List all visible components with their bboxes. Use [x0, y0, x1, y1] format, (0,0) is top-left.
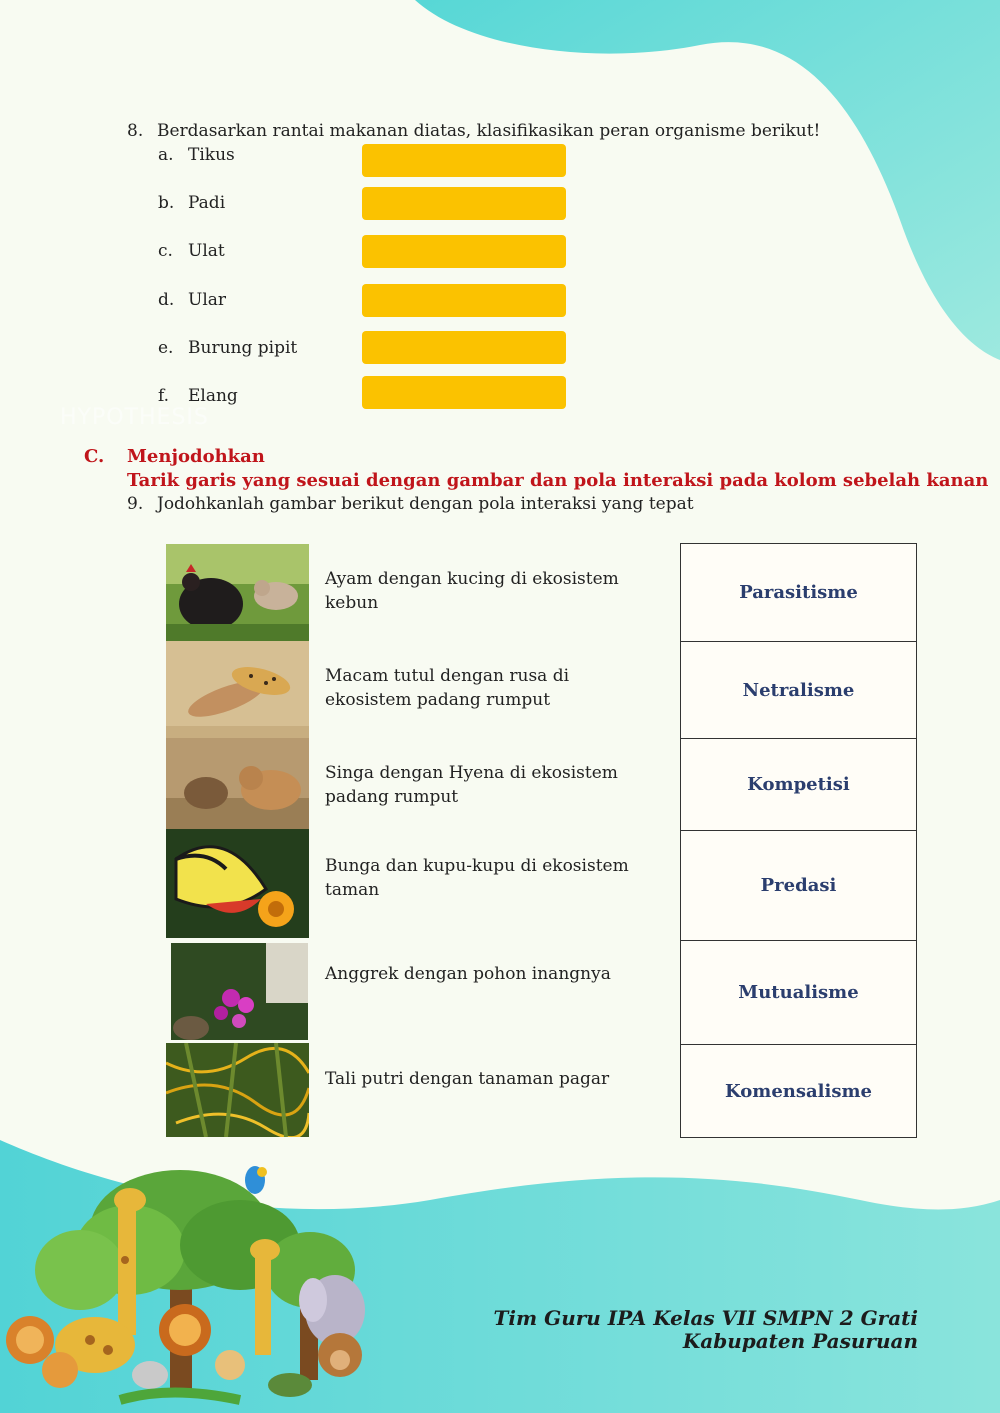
option-label: Ulat — [188, 241, 225, 261]
option-letter: c. — [158, 241, 173, 261]
orchid-tree-photo — [171, 943, 308, 1040]
question-8 — [127, 121, 820, 141]
pair-description: Ayam dengan kucing di ekosistem kebun — [325, 569, 619, 613]
answer-blank-d[interactable] — [362, 284, 566, 317]
option-label: Ular — [188, 290, 227, 310]
chicken-cat-photo — [166, 544, 309, 641]
answer-box-predasi[interactable]: Predasi — [680, 830, 917, 941]
section-instruction: Tarik garis yang sesuai dengan gambar dan pola interaksi pada kolom sebelah kanan — [127, 470, 989, 491]
pair-description: Macam tutul dengan rusa di ekosistem padang rumput — [325, 666, 570, 710]
question-number: 9. — [127, 494, 144, 514]
leopard-deer-photo — [166, 641, 309, 738]
butterfly-flower-photo — [166, 829, 309, 938]
pair-description: Tali putri dengan tanaman pagar — [325, 1069, 610, 1089]
answer-blank-e[interactable] — [362, 331, 566, 364]
answer-blank-a[interactable] — [362, 144, 566, 177]
option-item — [158, 145, 235, 165]
question-number: 8. — [127, 121, 144, 141]
answer-blank-f[interactable] — [362, 376, 566, 409]
section-heading — [84, 446, 265, 467]
zoo-animals-illustration — [0, 1160, 380, 1413]
footer-line-1: Tim Guru IPA Kelas VII SMPN 2 Grati — [493, 1306, 918, 1330]
option-letter: f. — [158, 386, 170, 406]
dodder-plant-photo — [166, 1043, 309, 1137]
option-letter: a. — [158, 145, 174, 165]
option-label: Burung pipit — [188, 338, 298, 358]
option-item — [158, 386, 238, 406]
option-item — [158, 338, 297, 358]
pair-description: Bunga dan kupu-kupu di ekosistem taman — [325, 856, 629, 900]
answer-box-komensalisme[interactable]: Komensalisme — [680, 1044, 917, 1138]
watermark: HYPOTHESIS — [60, 405, 209, 430]
option-label: Tikus — [188, 145, 235, 165]
option-label: Padi — [188, 193, 226, 213]
question-9 — [127, 494, 694, 514]
pair-description: Anggrek dengan pohon inangnya — [325, 964, 611, 984]
section-title: Menjodohkan — [127, 446, 265, 467]
option-letter: e. — [158, 338, 174, 358]
pair-description: Singa dengan Hyena di ekosistem padang rumput — [325, 763, 618, 807]
question-text: Berdasarkan rantai makanan diatas, klasifikasikan peran organisme berikut! — [157, 121, 821, 141]
footer-credit — [494, 1307, 918, 1353]
question-text: Jodohkanlah gambar berikut dengan pola interaksi yang tepat — [157, 494, 694, 514]
option-letter: b. — [158, 193, 175, 213]
option-label: Elang — [188, 386, 238, 406]
answer-box-parasitisme[interactable]: Parasitisme — [680, 543, 917, 642]
option-item — [158, 290, 226, 310]
option-item — [158, 193, 225, 213]
answer-blank-c[interactable] — [362, 235, 566, 268]
answer-box-netralisme[interactable]: Netralisme — [680, 641, 917, 739]
option-item — [158, 241, 225, 261]
section-number: C. — [84, 446, 105, 467]
answer-box-kompetisi[interactable]: Kompetisi — [680, 738, 917, 831]
footer-line-2: Kabupaten Pasuruan — [682, 1329, 918, 1353]
option-letter: d. — [158, 290, 175, 310]
lion-hyena-photo — [166, 738, 309, 829]
answer-box-mutualisme[interactable]: Mutualisme — [680, 940, 917, 1045]
answer-blank-b[interactable] — [362, 187, 566, 220]
